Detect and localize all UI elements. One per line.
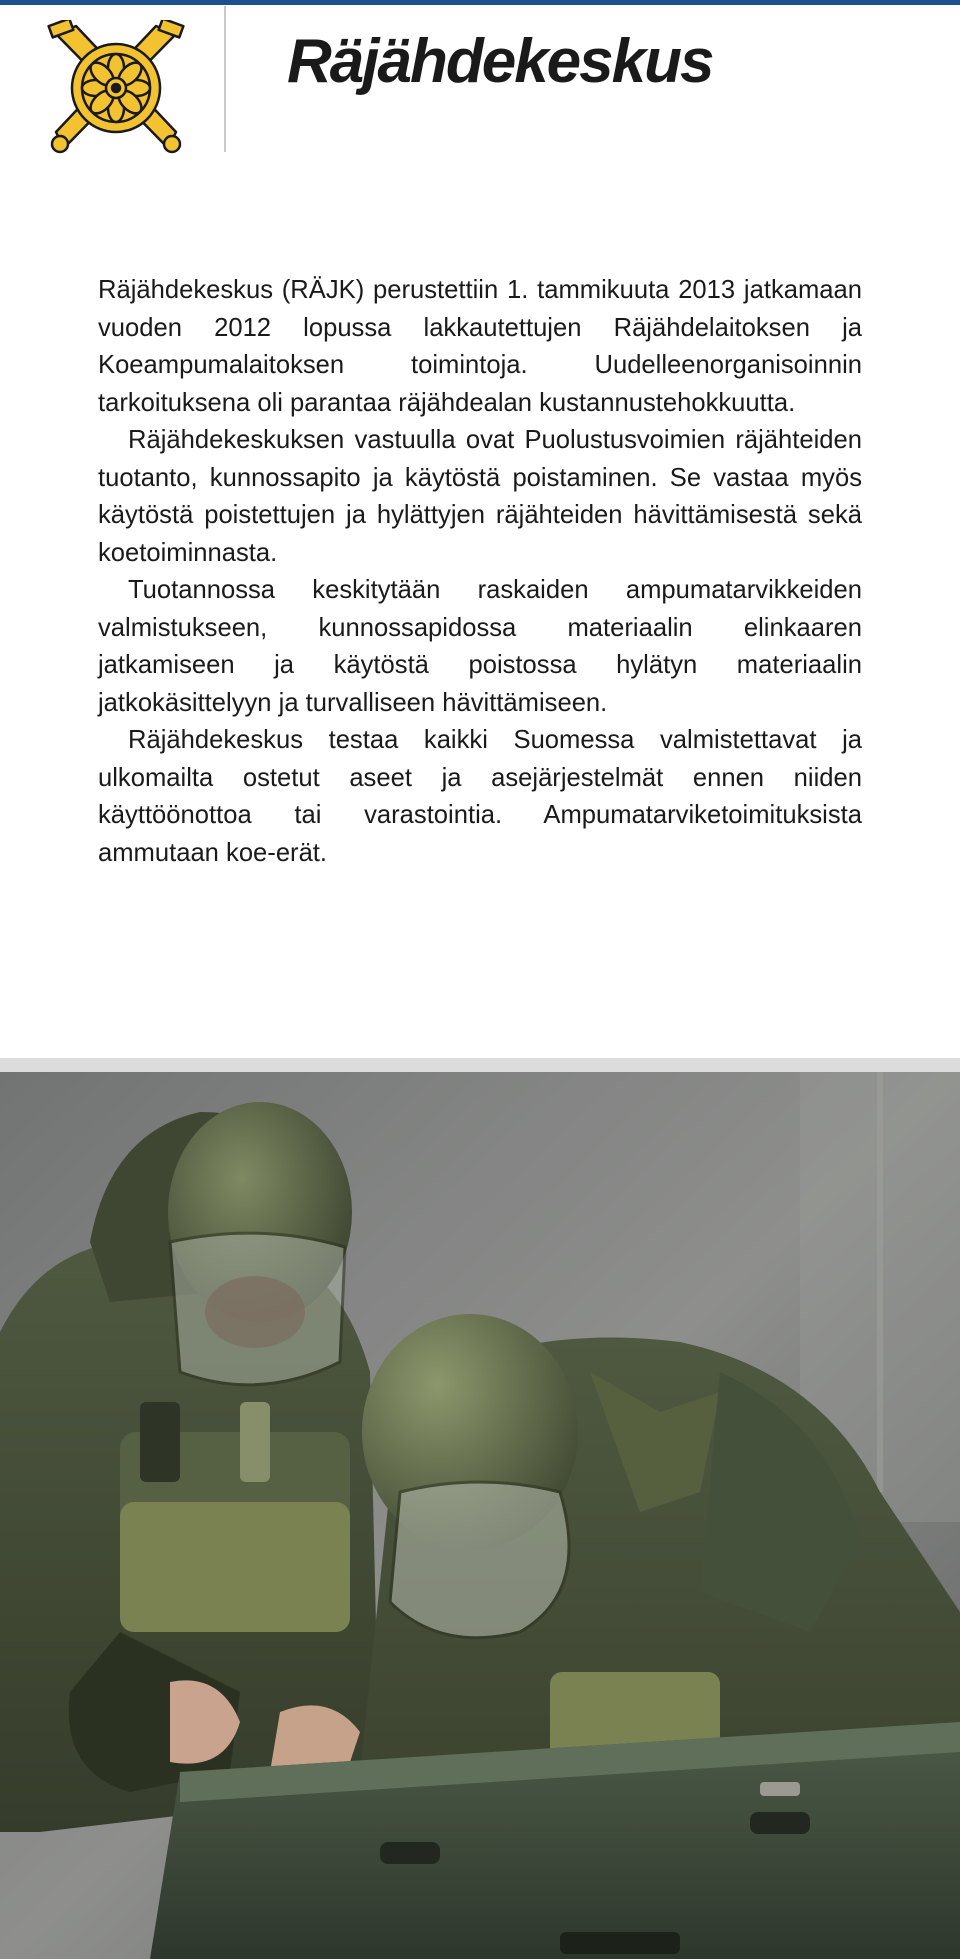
paragraph: Räjähdekeskuksen vastuulla ovat Puolustusvoimien räjähteiden tuotanto, kunnossapito ja käytöstä poistaminen. Se vastaa myös käytöstä poistettujen ja hylättyjen räjähteiden hävittämisestä sekä koetoiminnasta. [98, 426, 862, 567]
artillery-emblem-icon [46, 20, 186, 160]
body-text [98, 272, 862, 872]
paragraph: Räjähdekeskus testaa kaikki Suomessa valmistettavat ja ulkomailta ostetut aseet ja asejärjestelmät ennen niiden käyttöönottoa tai varastointia. Ampumatarviketoimituksista ammutaan koe-erät. [98, 726, 862, 867]
header-divider [224, 6, 226, 152]
paragraph: Tuotannossa keskitytään raskaiden ampumatarvikkeiden valmistukseen, kunnossapidossa materiaalin elinkaaren jatkamiseen ja käytöstä poistossa hylätyn materiaalin jatkokäsittelyyn ja turvalliseen hävittämiseen. [98, 576, 862, 717]
page-title: Räjähdekeskus [287, 27, 713, 96]
top-accent-rule [0, 0, 960, 5]
paragraph: Räjähdekeskus (RÄJK) perustettiin 1. tammikuuta 2013 jatkamaan vuoden 2012 lopussa lakkautettujen Räjähdelaitoksen ja Koeampumalaitoksen toimintoja. Uudelleenorganisoinnin tarkoituksena oli parantaa räjähdealan kustannustehokkuutta. [98, 276, 862, 417]
bomb-disposal-photo [0, 1072, 960, 1959]
photo-top-band [0, 1058, 960, 1072]
